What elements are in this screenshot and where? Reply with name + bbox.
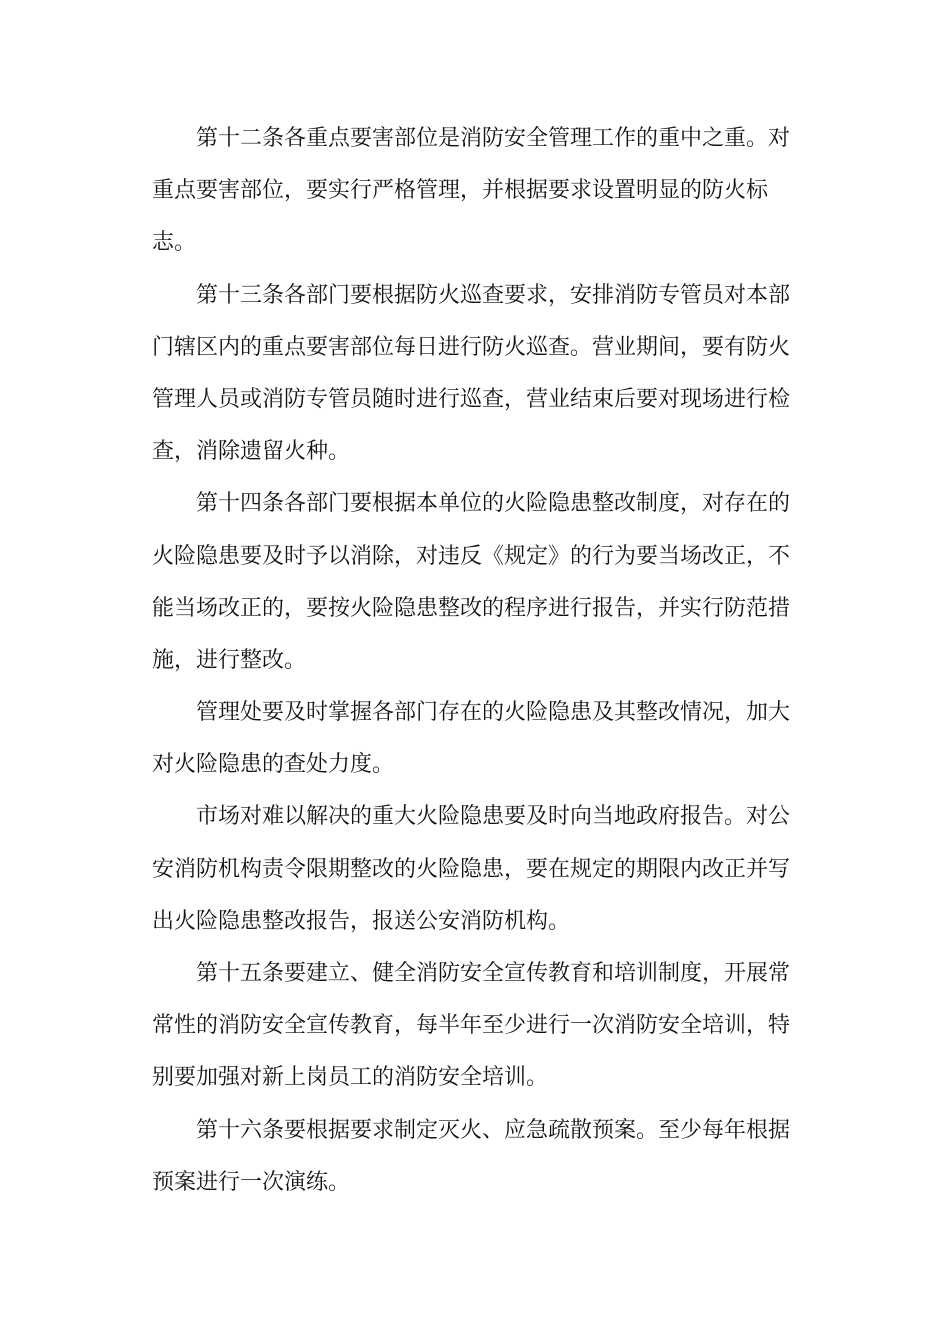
text-line: 第十二条各重点要害部位是消防安全管理工作的重中之重。对 — [196, 126, 791, 151]
text-line: 施，进行整改。 — [152, 647, 307, 673]
text-line: 第十四条各部门要根据本单位的火险隐患整改制度，对存在的 — [196, 491, 791, 517]
text-line: 第十五条要建立、健全消防安全宣传教育和培训制度，开展常 — [196, 961, 791, 986]
text-line: 管理人员或消防专管员随时进行巡查，营业结束后要对现场进行检 — [152, 386, 791, 412]
text-line: 出火险隐患整改报告，报送公安消防机构。 — [152, 908, 571, 934]
text-line: 第十三条各部门要根据防火巡查要求，安排消防专管员对本部 — [196, 282, 791, 308]
text-line: 安消防机构责令限期整改的火险隐患，要在规定的期限内改正并写 — [152, 856, 791, 882]
text-line: 管理处要及时掌握各部门存在的火险隐患及其整改情况，加大 — [196, 700, 791, 726]
text-line: 查，消除遗留火种。 — [152, 439, 351, 465]
text-line: 志。 — [152, 230, 197, 256]
paragraph-article-14 — [152, 478, 802, 687]
text-line: 第十六条要根据要求制定灭火、应急疏散预案。至少每年根据 — [196, 1117, 791, 1143]
paragraph-article-12 — [152, 113, 802, 270]
text-line: 别要加强对新上岗员工的消防安全培训。 — [152, 1065, 549, 1091]
text-line: 常性的消防安全宣传教育，每半年至少进行一次消防安全培训，特 — [152, 1013, 791, 1039]
text-line: 市场对难以解决的重大火险隐患要及时向当地政府报告。对公 — [196, 804, 791, 830]
paragraph-article-13 — [152, 270, 802, 479]
text-line: 对火险隐患的查处力度。 — [152, 752, 395, 778]
text-line: 重点要害部位，要实行严格管理，并根据要求设置明显的防火标 — [152, 178, 769, 204]
paragraph-market-report — [152, 791, 802, 948]
text-line: 火险隐患要及时予以消除，对违反《规定》的行为要当场改正，不 — [152, 543, 791, 569]
text-line: 预案进行一次演练。 — [152, 1169, 351, 1195]
paragraph-article-15 — [152, 948, 802, 1105]
paragraph-management-office — [152, 687, 802, 791]
document-page — [152, 113, 802, 1209]
text-line: 能当场改正的，要按火险隐患整改的程序进行报告，并实行防范措 — [152, 595, 791, 621]
text-line: 门辖区内的重点要害部位每日进行防火巡查。营业期间，要有防火 — [152, 334, 791, 360]
paragraph-article-16 — [152, 1105, 802, 1209]
